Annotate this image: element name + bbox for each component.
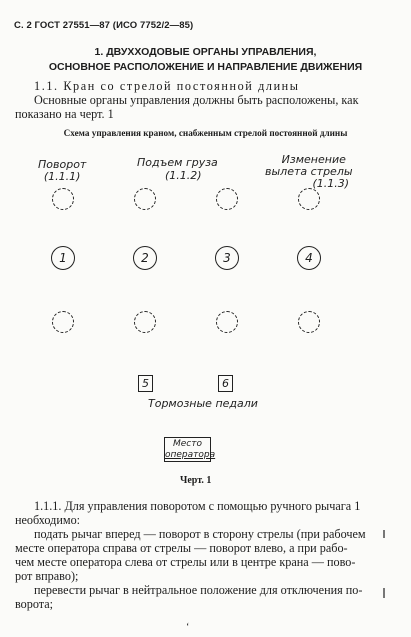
operator-seat-line-2: оператора bbox=[165, 450, 216, 460]
control-lever-1-number: 1 bbox=[59, 251, 67, 265]
control-lever-4-number: 4 bbox=[305, 251, 313, 265]
label-reach-line-2: вылета стрелы bbox=[265, 165, 353, 178]
operator-seat bbox=[164, 437, 216, 462]
label-reach-ref: (1.1.3) bbox=[312, 177, 350, 190]
operator-seat-line-1: Место bbox=[173, 439, 202, 449]
paragraph-1-1-1-line-1: 1.1.1. Для управления поворотом с помощью ручного рычага 1 bbox=[34, 499, 361, 513]
brake-pedals-label: Тормозные педали bbox=[148, 397, 258, 410]
brake-pedal-6: 6 bbox=[218, 375, 233, 392]
figure-caption: Черт. 1 bbox=[180, 475, 212, 486]
paragraph-1-1-1-line-5: чем месте оператора слева от стрелы или в центре крана — пово- bbox=[15, 555, 356, 569]
page-edge-mark bbox=[383, 530, 385, 538]
paragraph-1-1-1-line-2: необходимо: bbox=[15, 513, 81, 527]
paragraph-1-1-line-2: Основные органы управления должны быть расположены, как bbox=[34, 93, 359, 107]
brake-pedal-5: 5 bbox=[138, 375, 153, 392]
back-position-1 bbox=[52, 311, 74, 333]
forward-position-3 bbox=[216, 188, 238, 210]
control-lever-3-number: 3 bbox=[223, 251, 231, 265]
control-lever-4 bbox=[297, 246, 321, 270]
control-lever-2 bbox=[133, 246, 157, 270]
section-title-line-2: ОСНОВНОЕ РАСПОЛОЖЕНИЕ И НАПРАВЛЕНИЕ ДВИЖЕНИЯ bbox=[48, 61, 363, 73]
forward-position-4 bbox=[298, 188, 320, 210]
footer-mark: ʻ bbox=[186, 622, 190, 633]
paragraph-1-1-1-line-8: ворота; bbox=[15, 597, 54, 611]
paragraph-1-1-1-line-4: месте оператора справа от стрелы — поворот влево, а при рабо- bbox=[15, 541, 348, 555]
control-lever-1 bbox=[51, 246, 75, 270]
section-title-line-1: 1. ДВУХХОДОВЫЕ ОРГАНЫ УПРАВЛЕНИЯ, bbox=[94, 46, 317, 58]
page-header: С. 2 ГОСТ 27551—87 (ИСО 7752/2—85) bbox=[14, 20, 194, 31]
label-rotate-text: Поворот bbox=[38, 158, 87, 171]
back-position-4 bbox=[298, 311, 320, 333]
paragraph-1-1-1-line-7: перевести рычаг в нейтральное положение для отключения по- bbox=[34, 583, 363, 597]
label-hoist bbox=[137, 156, 218, 182]
label-hoist-ref: (1.1.2) bbox=[165, 169, 202, 182]
paragraph-1-1-1-line-3: подать рычаг вперед — поворот в сторону стрелы (при рабочем bbox=[34, 527, 366, 541]
page-edge-mark-2 bbox=[383, 588, 385, 598]
forward-position-1 bbox=[52, 188, 74, 210]
label-reach-line-1: Изменение bbox=[281, 153, 346, 166]
forward-position-2 bbox=[134, 188, 156, 210]
control-lever-3 bbox=[215, 246, 239, 270]
label-hoist-text: Подъем груза bbox=[137, 156, 218, 169]
paragraph-1-1-1-line-6: рот вправо); bbox=[15, 569, 79, 583]
schema-title: Схема управления краном, снабженным стрелой постоянной длины bbox=[63, 128, 348, 138]
label-reach bbox=[265, 153, 353, 190]
back-position-2 bbox=[134, 311, 156, 333]
control-lever-2-number: 2 bbox=[141, 251, 149, 265]
paragraph-1-1-line-3: показано на черт. 1 bbox=[15, 107, 114, 121]
paragraph-1-1-heading: 1.1. Кран со стрелой постоянной длины bbox=[34, 79, 300, 93]
label-rotate bbox=[38, 159, 86, 183]
back-position-3 bbox=[216, 311, 238, 333]
label-rotate-ref: (1.1.1) bbox=[43, 170, 81, 183]
